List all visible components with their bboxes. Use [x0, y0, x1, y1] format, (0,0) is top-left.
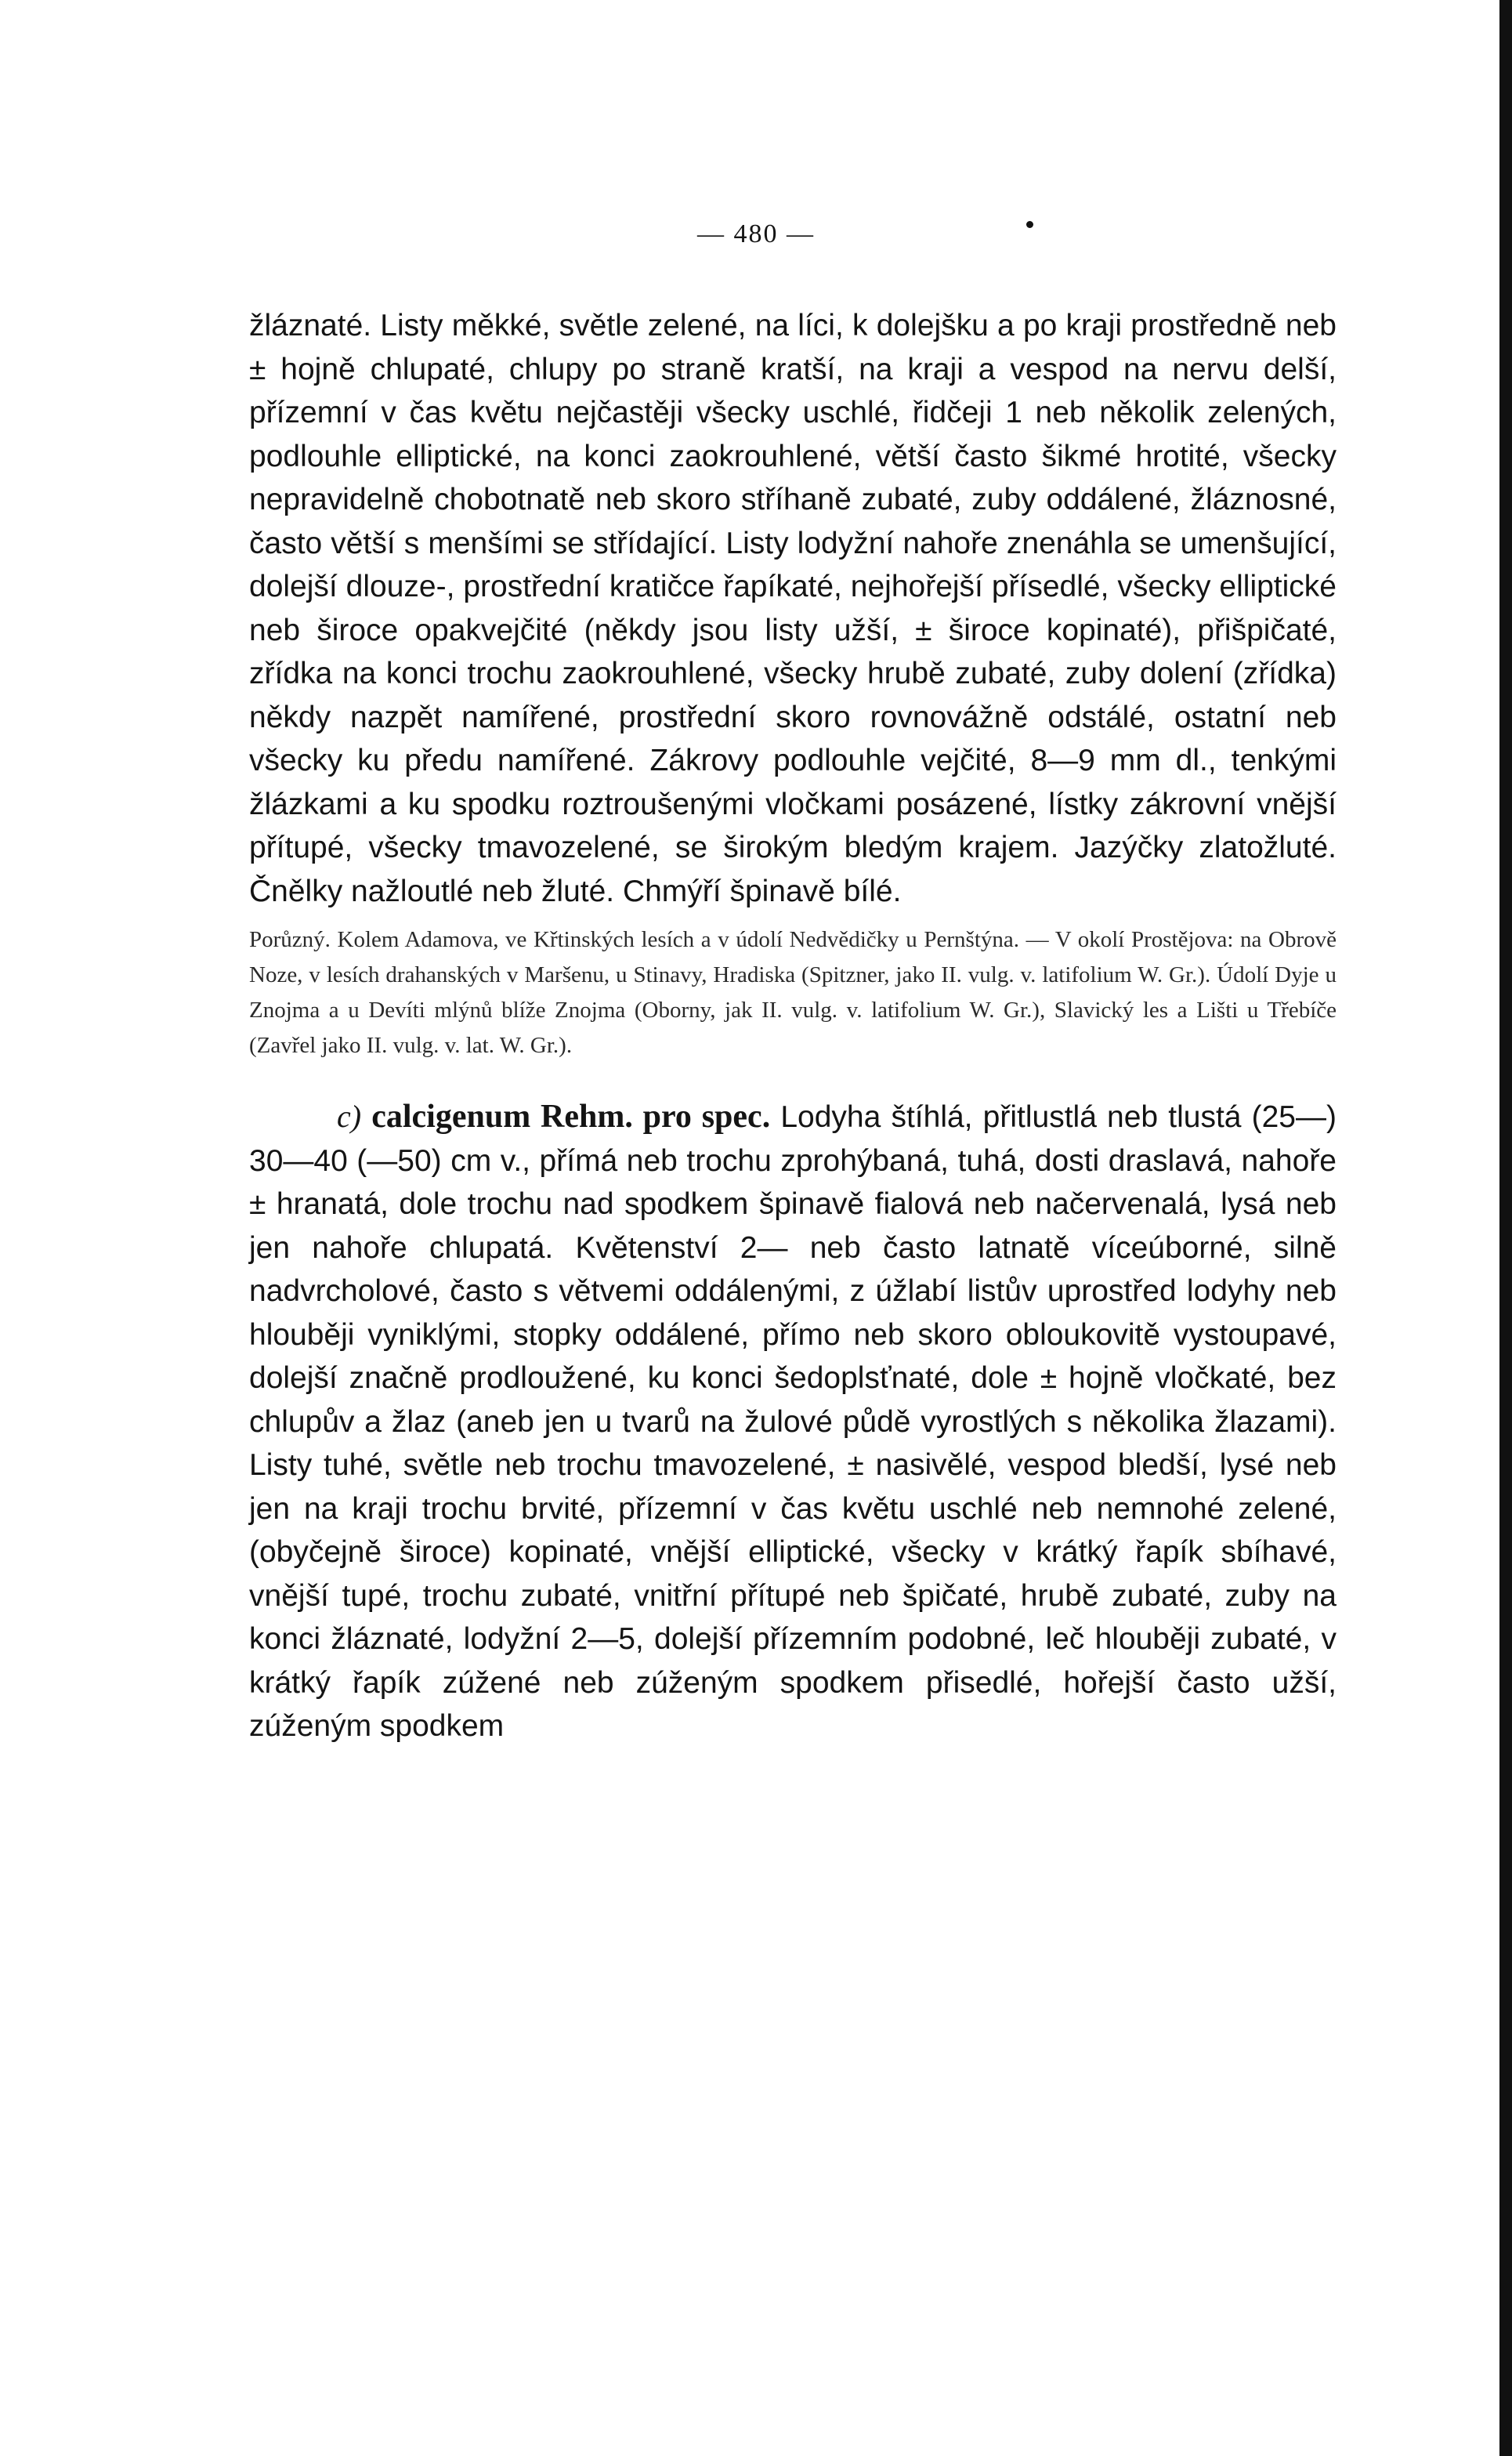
- localities-paragraph: Porůzný. Kolem Adamova, ve Křtinských lesích a v údolí Nedvědičky u Pernštýna. — V okolí Prostějova: na Obrově Noze, v lesích drahanských v Maršenu, u Stinavy, Hradiska (Spitzner, jako II. vulg. v. latifolium W. Gr.). Údolí Dyje u Znojma a u Devíti mlýnů blíže Znojma (Oborny, jak II. vulg. v. latifolium W. Gr.), Slavický les a Lišti u Třebíče (Zavřel jako II. vulg. v. lat. W. Gr.).: [249, 927, 1337, 1058]
- print-dot: [1026, 221, 1033, 228]
- variety-c-name: calcigenum Rehm. pro spec.: [371, 1099, 771, 1135]
- description-paragraph: žláznaté. Listy měkké, světle zelené, na líci, k dolejšku a po kraji prostředně neb ± hojně chlupaté, chlupy po straně kratší, na kraji a vespod na nervu delší, přízemní v čas květu nejčastěji všecky uschlé, řidčeji 1 neb několik zelených, podlouhle elliptické, na konci zaokrouhlené, větší často šikmé hrotité, všecky nepravidelně chobotnatě neb skoro stříhaně zubaté, zuby oddálené, žláznosné, často větší s menšími se střídající. Listy lodyžní nahoře znenáhla se umenšující, dolejší dlouze-, prostřední kratičce řapíkaté, nejhořejší přísedlé, všecky elliptické neb široce opakvejčité (někdy jsou listy užší, ± široce kopinaté), přišpičaté, zřídka na konci trochu zaokrouhlené, všecky hrubě zubaté, zuby dolení (zřídka) někdy nazpět namířené, prostřední skoro rovnovážně odstálé, ostatní neb všecky ku předu namířené. Zákrovy podlouhle vejčité, 8—9 mm dl., tenkými žlázkami a ku spodku roztroušenými vločkami posázené, lístky zákrovní vnější přítupé, všecky tmavozelené, se širokým bledým krajem. Jazýčky zlatožluté. Čnělky nažloutlé neb žluté. Chmýří špinavě bílé.: [249, 309, 1337, 908]
- variety-c-paragraph: [249, 1095, 1337, 1748]
- scan-edge: [1499, 0, 1512, 2456]
- variety-c-text: Lodyha štíhlá, přitlustlá neb tlustá (25—) 30—40 (—50) cm v., přímá neb trochu zprohýbaná, tuhá, dosti draslavá, nahoře ± hranatá, dole trochu nad spodkem špinavě fialová neb načervenalá, lysá neb jen nahoře chlupatá. Květenství 2— neb často latnatě víceúborné, silně nadvrcholové, často s větvemi oddálenými, z úžlabí listův uprostřed lodyhy neb hlouběji vyniklými, stopky oddálené, přímo neb skoro obloukovitě vystoupavé, dolejší značně prodloužené, ku konci šedoplsťnaté, dole ± hojně vločkaté, bez chlupův a žlaz (aneb jen u tvarů na žulové půdě vyrostlých s několika žlazami). Listy tuhé, světle neb trochu tmavozelené, ± nasivělé, vespod bledší, lysé neb jen na kraji trochu brvité, přízemní v čas květu uschlé neb nemnohé zelené, (obyčejně široce) kopinaté, vnější elliptické, všecky v krátký řapík sbíhavé, vnější tupé, trochu zubaté, vnitřní přítupé neb špičaté, hrubě zubaté, zuby na konci žláznaté, lodyžní 2—5, dolejší přízemním podobné, leč hlouběji zubaté, v krátký řapík zúžené neb zúženým spodkem přisedlé, hořejší často užší, zúženým spodkem: [249, 1100, 1337, 1743]
- page-number: — 480 —: [697, 219, 815, 248]
- variety-c-label: c): [337, 1099, 362, 1134]
- main-text: [249, 304, 1337, 1748]
